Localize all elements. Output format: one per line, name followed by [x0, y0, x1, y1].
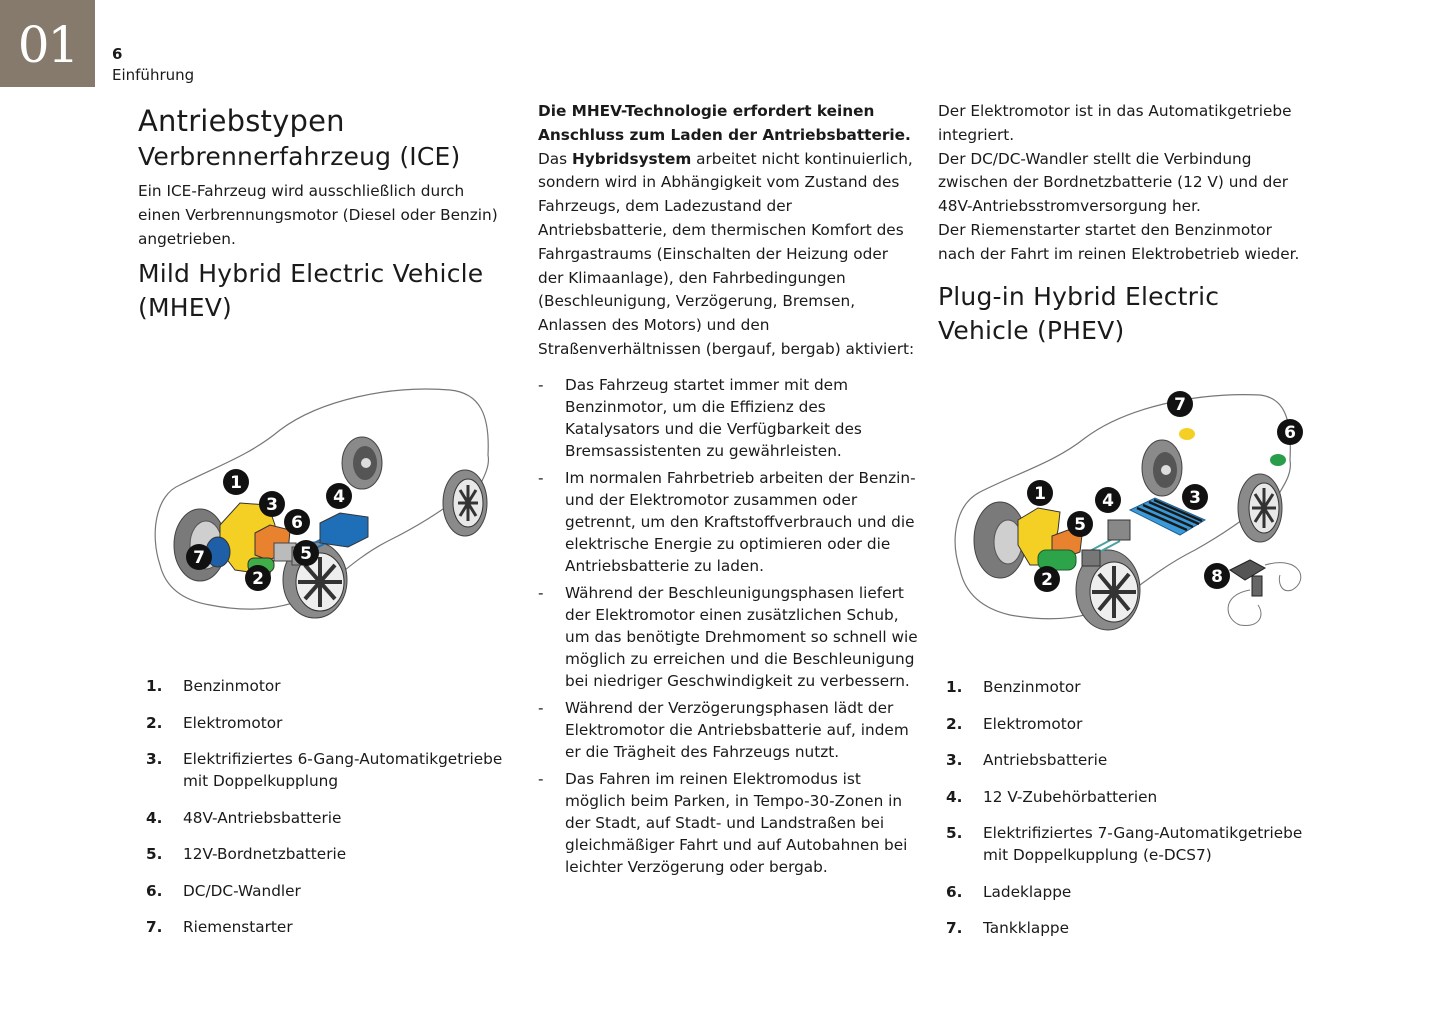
phev-heading-line1: Plug-in Hybrid Electric: [938, 281, 1220, 311]
svg-text:3: 3: [266, 495, 278, 515]
mhev-components-description: Der Elektromotor ist in das Automatikgetriebe integriert. Der DC/DC-Wandler stellt die Verbindung zwischen der Bordnetzbatterie (12 V) und der 48V-Antriebsstromversorgung her. Der Riemenstarter startet den Benzinmotor nach der Fahrt im reinen Elektrobetrieb wieder.: [938, 102, 1300, 263]
phev-car-illustration: [940, 380, 1320, 635]
mhev-legend: [146, 675, 516, 953]
list-item: - Das Fahrzeug startet immer mit dem Benzinmotor, um die Effizienz des Katalysators und die Verfügbarkeit des Bremsassistenten zu gewährleisten.: [538, 375, 862, 460]
svg-text:6: 6: [291, 513, 303, 533]
phev-heading-line2: Vehicle (PHEV): [938, 315, 1125, 345]
legend-item: 5. Elektrifiziertes 7-Gang-Automatikgetriebe mit Doppelkupplung (e-DCS7): [946, 824, 1303, 864]
mhev-operation-list: [538, 374, 918, 878]
phev-legend: [946, 676, 1316, 954]
ice-heading: Verbrennerfahrzeug (ICE): [138, 142, 461, 171]
phev-car-diagram-icon: [940, 380, 1320, 635]
svg-text:7: 7: [193, 548, 205, 568]
legend-item: 6. DC/DC-Wandler: [146, 881, 301, 900]
list-item: - Das Fahren im reinen Elektromodus ist möglich beim Parken, in Tempo-30-Zonen in der Stadt, auf Stadt- und Landstraßen bei gleichmäßiger Fahrt und auf Autobahnen bei leichter Verzögerung oder bergab.: [538, 769, 908, 876]
legend-item: 6. Ladeklappe: [946, 882, 1072, 901]
svg-text:3: 3: [1189, 488, 1201, 508]
svg-text:8: 8: [1211, 567, 1223, 587]
svg-text:5: 5: [1074, 515, 1086, 535]
legend-item: 1. Benzinmotor: [146, 677, 281, 695]
chapter-number: 01: [17, 15, 78, 74]
list-item: - Im normalen Fahrbetrieb arbeiten der Benzin- und der Elektromotor zusammen oder getrennt, um den Kraftstoffverbrauch und die elektrische Energie zu optimieren oder die Antriebsbatterie zu laden.: [538, 468, 916, 575]
svg-text:7: 7: [1174, 395, 1186, 415]
page-number: 6: [112, 45, 123, 63]
middle-column: [538, 100, 918, 883]
right-column: [938, 100, 1328, 348]
hybridsystem-term: Hybridsystem: [572, 149, 692, 168]
mhev-car-diagram-icon: [140, 375, 510, 625]
left-column: [138, 100, 518, 325]
mhev-intro: Die MHEV-Technologie erfordert keinen Anschluss zum Laden der Antriebsbatterie. Das Hybridsystem arbeitet nicht kontinuierlich, sondern wird in Abhängigkeit vom Zustand des Fahrzeugs, dem Ladezustand der Antriebsbatterie, dem thermischen Komfort des Fahrgastraums (Einschalten der Heizung oder der Klimaanlage), den Fahrbedingungen (Beschleunigung, Verzögerung, Bremsen, Anlassen des Motors) und den Straßenverhältnissen (bergauf, bergab) aktiviert:: [538, 102, 915, 358]
legend-item: 2. Elektromotor: [946, 714, 1083, 733]
legend-item: 2. Elektromotor: [146, 713, 283, 732]
mhev-car-illustration: [140, 375, 510, 625]
svg-text:4: 4: [1102, 491, 1114, 511]
ice-description: Ein ICE-Fahrzeug wird ausschließlich durch einen Verbrennungsmotor (Diesel oder Benzin) angetrieben.: [138, 182, 498, 248]
legend-item: 7. Riemenstarter: [146, 918, 293, 936]
list-item: - Während der Beschleunigungsphasen liefert der Elektromotor einen zusätzlichen Schub, um das benötigte Drehmoment so schnell wie möglich zu erreichen und die Beschleunigung bei niedriger Geschwindigkeit zu verbessern.: [538, 583, 918, 690]
svg-text:2: 2: [1041, 570, 1053, 590]
legend-item: 3. Elektrifiziertes 6-Gang-Automatikgetriebe mit Doppelkupplung: [146, 750, 503, 790]
phev-heading: [938, 280, 1328, 348]
legend-item: 7. Tankklappe: [946, 919, 1070, 937]
svg-text:5: 5: [300, 544, 312, 564]
mhev-heading-line1: Mild Hybrid Electric Vehicle: [138, 259, 484, 289]
svg-text:4: 4: [333, 487, 345, 507]
svg-text:2: 2: [252, 569, 264, 589]
chapter-number-box: [0, 0, 95, 87]
mhev-heading: [138, 257, 518, 325]
legend-item: 5. 12V-Bordnetzbatterie: [146, 845, 347, 863]
legend-item: 4. 48V-Antriebsbatterie: [146, 808, 342, 827]
svg-text:1: 1: [1034, 484, 1046, 504]
mhev-bold-intro: Die MHEV-Technologie erfordert keinen Anschluss zum Laden der Antriebsbatterie.: [538, 102, 911, 144]
svg-text:1: 1: [230, 473, 242, 493]
legend-item: 1. Benzinmotor: [946, 678, 1081, 696]
svg-text:6: 6: [1284, 423, 1296, 443]
legend-item: 4. 12 V-Zubehörbatterien: [946, 787, 1158, 806]
page-title: Antriebstypen: [138, 104, 345, 138]
mhev-heading-line2: (MHEV): [138, 293, 232, 323]
list-item: - Während der Verzögerungsphasen lädt der Elektromotor die Antriebsbatterie auf, indem er die Trägheit des Fahrzeugs nutzt.: [538, 698, 909, 761]
legend-item: 3. Antriebsbatterie: [946, 751, 1108, 769]
section-label: Einführung: [112, 66, 195, 84]
